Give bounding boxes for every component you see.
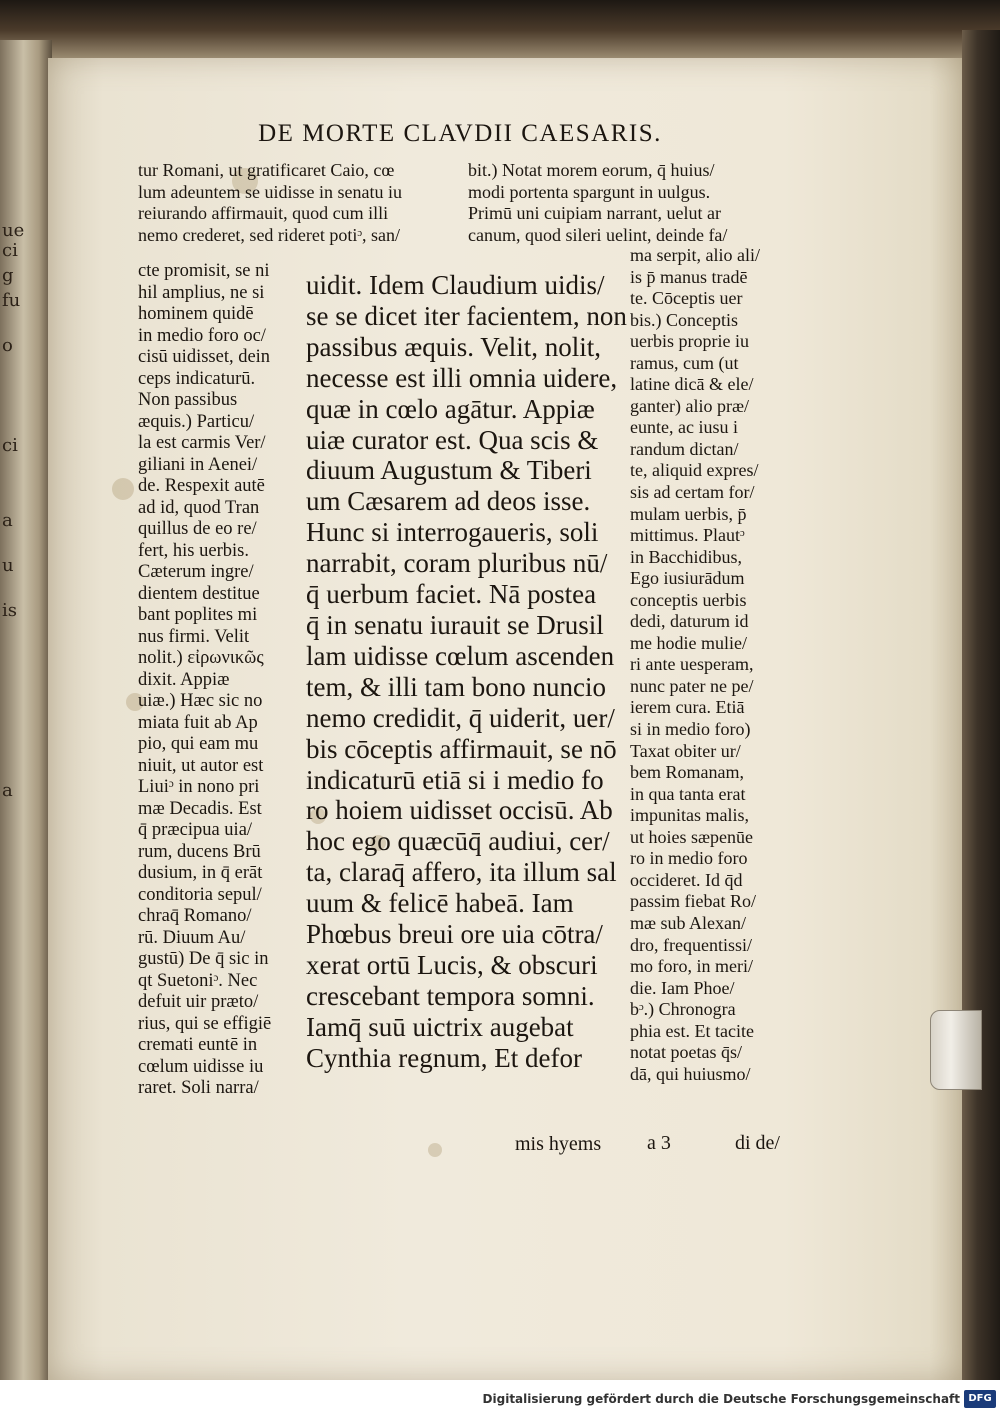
text-line: uiæ.) Hæc sic no [138, 691, 263, 711]
text-line: bᵓ.) Chronogra [630, 999, 736, 1020]
text-line: hoc ego quæcūq̄ audiui, cer/ [306, 826, 610, 857]
text-line: lum adeuntem se uidisse in senatu iu [138, 181, 402, 202]
text-line: modi portenta spargunt in uulgus. [468, 181, 711, 202]
text-line: conditoria sepul/ [138, 884, 262, 905]
text-line: mæ Decadis. Est [138, 798, 262, 819]
text-line: gustū) De q̄ sic in [138, 949, 269, 969]
paper-stain [112, 478, 134, 500]
text-line: bis cōceptis affirmauit, se nō [306, 733, 617, 764]
text-line: chraq̄ Romano/ [138, 906, 252, 926]
text-line: notat poetas q̄s/ [630, 1042, 742, 1063]
text-line: ro in medio foro [630, 848, 748, 869]
text-line: te, aliquid expres/ [630, 460, 759, 481]
text-line: bit.) Notat morem eorum, q̄ huius/ [468, 160, 715, 180]
funding-credit: Digitalisierung gefördert durch die Deutsche Forschungsgemeinschaft [482, 1392, 960, 1406]
left-page-fragment: g [2, 265, 14, 286]
commentary-top-left [138, 160, 402, 246]
text-line: qt Suetoniᵓ. Nec [138, 970, 258, 991]
commentary-top-right [468, 160, 727, 246]
left-page-fragment: u [2, 555, 14, 576]
text-line: mittimus. Plautᵓ [630, 525, 745, 546]
left-page-fragment: a [2, 510, 13, 531]
text-line: ro hoiem uidisset occisū. Ab [306, 795, 613, 826]
text-line: lam uidisse cœlum ascenden [306, 640, 615, 671]
text-line: conceptis uerbis [630, 589, 747, 610]
footer-bar [0, 1380, 1000, 1422]
text-line: fert, his uerbis. [138, 540, 249, 561]
text-line: in Bacchidibus, [630, 546, 742, 567]
text-line: Hunc si interrogaueris, soli [306, 517, 599, 548]
text-line: Iamq̄ suū uictrix augebat [306, 1011, 574, 1042]
text-line: mo foro, in meri/ [630, 956, 753, 977]
text-line: miata fuit ab Ap [138, 712, 258, 733]
text-line: nemo crederet, sed rideret potiᵓ, san/ [138, 224, 401, 245]
text-line: quæ in cœlo agātur. Appiæ [306, 393, 595, 424]
text-line: ut hoies sæpenūe [630, 826, 753, 847]
text-line: tem, & illi tam bono nuncio [306, 671, 606, 702]
commentary-left-column [138, 261, 271, 1100]
text-line: q̄ in senatu iurauit se Drusil [306, 609, 604, 640]
text-line: sis ad certam for/ [630, 482, 755, 503]
text-line: ramus, cum (ut [630, 352, 739, 373]
text-line: passim fiebat Ro/ [630, 891, 756, 912]
text-line: Cæterum ingre/ [138, 562, 254, 582]
text-line: die. Iam Phoe/ [630, 977, 735, 998]
text-line: canum, quod sileri uelint, deinde fa/ [468, 224, 728, 245]
text-line: phia est. Et tacite [630, 1020, 754, 1041]
left-page-edge [0, 40, 52, 1380]
text-line: nemo credidit, q̄ uiderit, uer/ [306, 702, 615, 733]
text-line: pio, qui eam mu [138, 734, 259, 754]
text-line: in medio foro oc/ [138, 325, 266, 346]
book-right-edge [962, 30, 1000, 1380]
text-line: la est carmis Ver/ [138, 433, 266, 453]
text-line: mulam uerbis, p̄ [630, 503, 747, 524]
left-page-fragment: ci [2, 435, 18, 456]
text-line: te. Cōceptis uer [630, 288, 743, 309]
text-line: uerbis proprie iu [630, 331, 749, 352]
text-line: ad id, quod Tran [138, 497, 260, 518]
text-line: nunc pater ne pe/ [630, 675, 754, 696]
text-line: dro, frequentissi/ [630, 934, 752, 955]
text-line: in qua tanta erat [630, 783, 746, 804]
text-line: xerat ortū Lucis, & obscuri [306, 949, 598, 980]
text-line: de. Respexit autē [138, 476, 265, 496]
text-line: Phœbus breui ore uia cōtra/ [306, 919, 603, 950]
left-page-fragment: fu [2, 290, 21, 311]
text-line: bant poplites mi [138, 605, 258, 625]
text-line: nolit.) εἰρωνικῶς [138, 648, 264, 668]
text-line: ta, claraq̄ affero, ita illum sal [306, 857, 617, 888]
text-line: raret. Soli narra/ [138, 1078, 259, 1098]
text-line: niuit, ut autor est [138, 755, 264, 776]
text-line: diuum Augustum & Tiberi [306, 455, 592, 486]
text-line: q̄ uerbum faciet. Nā postea [306, 579, 597, 610]
left-page-fragment: a [2, 780, 13, 801]
text-line: bem Romanam, [630, 762, 744, 783]
text-line: latine dicā & ele/ [630, 374, 754, 395]
text-line: Taxat obiter ur/ [630, 740, 741, 761]
text-line: ri ante uesperam, [630, 654, 754, 675]
left-page-fragment: o [2, 335, 13, 356]
text-line: dusium, in q̄ erāt [138, 863, 263, 883]
text-line: dientem destitue [138, 583, 260, 604]
text-line: cte promisit, se ni [138, 261, 270, 281]
text-line: ceps indicaturū. [138, 368, 256, 389]
text-line: defuit uir præto/ [138, 992, 259, 1012]
text-line: Ego iusiurādum [630, 568, 745, 589]
text-line: occideret. Id q̄d [630, 869, 743, 890]
text-line: randum dictan/ [630, 438, 739, 459]
text-line: hil amplius, ne si [138, 282, 265, 303]
text-line: ierem cura. Etiā [630, 697, 745, 718]
text-line: uum & felicē habeā. Iam [306, 888, 574, 919]
text-line: mæ sub Alexan/ [630, 912, 746, 933]
left-page-fragment: is [2, 600, 17, 621]
commentary-right-column [630, 245, 760, 1085]
text-line: cremati euntē in [138, 1035, 258, 1055]
text-line: rū. Diuum Au/ [138, 927, 246, 948]
text-line: ma serpit, alio ali/ [630, 245, 760, 265]
left-page-fragment: ue [2, 220, 25, 241]
text-line: Liuiᵓ in nono pri [138, 777, 260, 797]
text-line: narrabit, coram pluribus nū/ [306, 548, 608, 579]
text-line: crescebant tempora somni. [306, 980, 595, 1011]
text-line: reiurando affirmauit, quod cum illi [138, 203, 389, 224]
text-line: rum, ducens Brū [138, 841, 261, 862]
text-line: Non passibus [138, 390, 238, 410]
page-marker-tab [930, 1010, 982, 1090]
text-line: impunitas malis, [630, 805, 749, 826]
text-line: Cynthia regnum, Et defor [306, 1042, 582, 1073]
text-line: giliani in Aenei/ [138, 454, 258, 475]
text-line: q̄ præcipua uia/ [138, 820, 253, 840]
main-text-column [306, 270, 627, 1074]
text-line: is p̄ manus tradē [630, 266, 748, 287]
text-line: quillus de eo re/ [138, 519, 257, 539]
text-line: tur Romani, ut gratificaret Caio, cœ [138, 160, 395, 180]
text-line: bis.) Conceptis [630, 309, 738, 330]
text-line: passibus æquis. Velit, nolit, [306, 331, 602, 362]
text-line: cisū uidisset, dein [138, 347, 271, 367]
paper-stain [428, 1143, 442, 1157]
text-line: necesse est illi omnia uidere, [306, 362, 618, 393]
text-line: indicaturū etiā si i medio fo [306, 764, 604, 795]
text-line: uiæ curator est. Qua scis & [306, 424, 599, 455]
text-line: dedi, daturum id [630, 611, 749, 632]
text-line: dixit. Appiæ [138, 669, 230, 690]
text-line: eunte, ac iusu i [630, 417, 738, 438]
text-line: hominem quidē [138, 304, 254, 324]
catchword-commentary: di de/ [735, 1132, 780, 1154]
left-page-fragment: ci [2, 240, 18, 261]
text-line: ganter) alio præ/ [630, 395, 749, 416]
text-line: æquis.) Particu/ [138, 411, 255, 432]
text-line: me hodie mulie/ [630, 632, 747, 653]
text-line: um Cæsarem ad deos isse. [306, 486, 591, 517]
text-line: se se dicet iter facientem, non [306, 300, 627, 331]
text-line: Primū uni cuipiam narrant, uelut ar [468, 203, 721, 224]
text-line: uidit. Idem Claudium uidis/ [306, 270, 605, 300]
signature-mark: a 3 [647, 1132, 671, 1154]
catchword-main: mis hyems [515, 1133, 602, 1155]
text-line: cœlum uidisse iu [138, 1056, 264, 1077]
text-line: si in medio foro) [630, 719, 751, 740]
text-line: nus firmi. Velit [138, 626, 250, 647]
dfg-logo: DFG [964, 1390, 996, 1408]
text-line: rius, qui se effigiē [138, 1013, 272, 1034]
text-line: dā, qui huiusmo/ [630, 1063, 751, 1084]
running-header: DE MORTE CLAVDII CAESARIS. [258, 120, 662, 147]
